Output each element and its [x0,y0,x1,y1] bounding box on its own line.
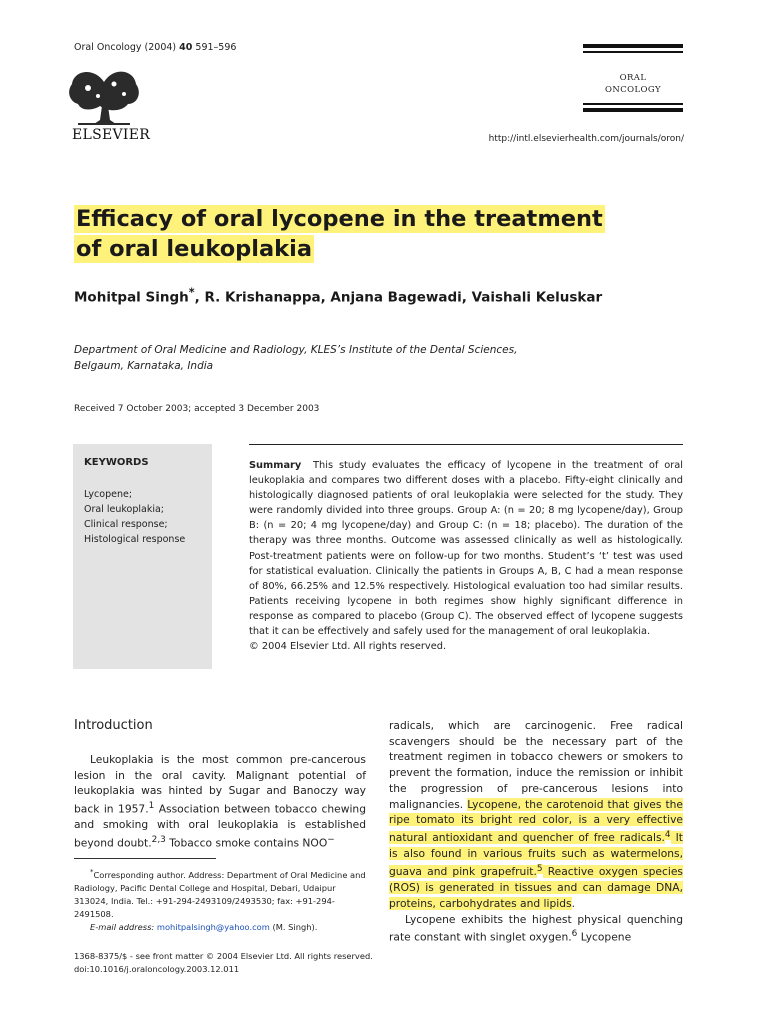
intro-paragraph-2 [389,912,683,946]
footnote-mark: * [90,868,94,876]
summary-text: This study evaluates the efficacy of lycopene in the treatment of oral leukoplakia and compares two different doses with a placebo. Fifty-eight clinically and histologically diagnosed patients of oral leukoplakia were selected for the study. They were randomly divided into three groups. Group A: (n = 20; 8 mg lycopene/day), Group B: (n = 20; 4 mg lycopene/day) and Group C: (n = 18; placebo). The duration of the therapy was three months. Outcome was assessed clinically as well as histologically. Post-treatment patients were on follow-up for two months. Student’s ‘t’ test was used for statistical evaluation. Clinically the patients in Groups A, B, C had a mean response of 80%, 66.25% and 12.5% respectively. Histological evaluation too had similar results. Patients receiving lycopene in both regimes show highly significant difference in response as compared to placebo (Group C). The observed effect of lycopene suggests that it can be effectively and safely used for the management of oral leukoplakia. [249,460,683,638]
journal-rule-top [583,44,683,48]
journal-citation: Oral Oncology (2004) [74,42,180,53]
summary-label: Summary [249,460,302,471]
journal-name-line1: ORAL [619,73,647,83]
corresponding-author-mark: * [188,286,195,299]
journal-rule-top-thin [583,51,683,53]
footnote-text: Corresponding author. Address: Department of Oral Medicine and Radiology, Pacific Dental College and Hospital, Debari, Udaipur 313024, India. Tel.: +91-294-2493109/2493530; fax: +91-294-2491508. [74,869,366,919]
doi-line[interactable]: doi:10.1016/j.oraloncology.2003.12.011 [74,964,240,974]
footnote-rule [74,858,216,859]
intro-column-2 [389,718,683,946]
received-dates: Received 7 October 2003; accepted 3 December 2003 [74,404,320,414]
summary-abstract [249,458,683,654]
citation-ref[interactable]: 5 [536,863,543,874]
elsevier-tree-logo [64,62,144,128]
journal-name-line2: ONCOLOGY [605,85,661,95]
citation-ref[interactable]: 1 [148,801,155,812]
keywords-list [84,487,185,547]
affiliation-line-1: Department of Oral Medicine and Radiology, KLES’s Institute of the Dental Sciences, [74,344,518,356]
footnote-email-line [74,921,366,934]
highlighted-text: It is also found in various fruits such as watermelons, guava and pink grapefruit. [389,831,683,879]
footnote-body [74,866,366,921]
journal-name [583,72,683,96]
keywords-title: KEYWORDS [84,457,149,468]
author-list [74,286,602,306]
citation-ref[interactable]: 6 [571,929,578,940]
highlighted-text: Reactive oxygen species (ROS) is generated in tissues and can damage DNA, proteins, carbohydrates and lipids [389,865,683,910]
journal-rule-bottom [583,108,683,112]
intro-paragraph-1 [74,752,366,851]
keyword-item: Histological response [84,534,186,545]
corresponding-author-footnote [74,866,366,934]
journal-rule-bottom-thin [583,103,683,105]
affiliation-line-2: Belgaum, Karnataka, India [74,360,214,372]
summary-copyright: © 2004 Elsevier Ltd. All rights reserved. [249,641,447,653]
title-line-2: of oral leukoplakia [76,236,313,262]
journal-pages: 591–596 [192,42,237,53]
journal-volume: 40 [179,42,193,53]
publisher-name: ELSEVIER [72,127,151,143]
email-label: E-mail address: [90,921,155,932]
intro-text: radicals, which are carcinogenic. Free radical scavengers should be the necessary part of the treatment regimen in tobacco chewers or smokers to prevent the formation, induce the remission or inhibit the progression of pre-cancerous lesions into malignancies. [389,719,683,811]
section-heading-introduction: Introduction [74,718,153,733]
citation-ref[interactable]: 2,3 [151,835,166,846]
article-title [74,204,605,264]
intro-text: Tobacco smoke contains NOO [165,836,328,850]
intro-text: . [571,896,576,910]
keyword-item: Lycopene; [84,489,133,500]
summary-rule [249,444,683,445]
affiliation [74,342,594,374]
keywords-box [73,444,212,669]
highlighted-text: Lycopene, the carotenoid that gives the ripe tomato its bright red color, is a very effective natural antioxidant and quencher of free radicals. [389,797,683,845]
intro-paragraph-continued [389,718,683,912]
citation-ref[interactable]: 4 [664,829,671,840]
keyword-item: Clinical response; [84,519,168,530]
publication-info [74,950,373,976]
intro-text: Association between tobacco chewing and smoking with oral leukoplakia is established beyond doubt. [74,802,366,850]
journal-url[interactable]: http://intl.elsevierhealth.com/journals/oron/ [488,134,684,144]
title-line-1: Efficacy of oral lycopene in the treatment [76,206,603,232]
superscript-charge: − [327,835,335,846]
intro-text: Lycopene [577,930,632,944]
intro-text: Lycopene exhibits the highest physical quenching rate constant with singlet oxygen. [389,912,683,944]
first-author: Mohitpal Singh [74,289,189,306]
email-owner: (M. Singh). [269,921,318,932]
intro-text: Leukoplakia is the most common pre-cancerous lesion in the oral cavity. Malignant potential of leukoplakia was hinted by Sugar and Banoczy way back in 1957. [74,753,366,816]
keyword-item: Oral leukoplakia; [84,504,164,515]
other-authors: , R. Krishanappa, Anjana Bagewadi, Vaishali Keluskar [194,289,603,306]
issn-line: 1368-8375/$ - see front matter © 2004 Elsevier Ltd. All rights reserved. [74,951,373,961]
author-email-link[interactable]: mohitpalsingh@yahoo.com [156,921,270,932]
journal-reference [74,42,236,53]
